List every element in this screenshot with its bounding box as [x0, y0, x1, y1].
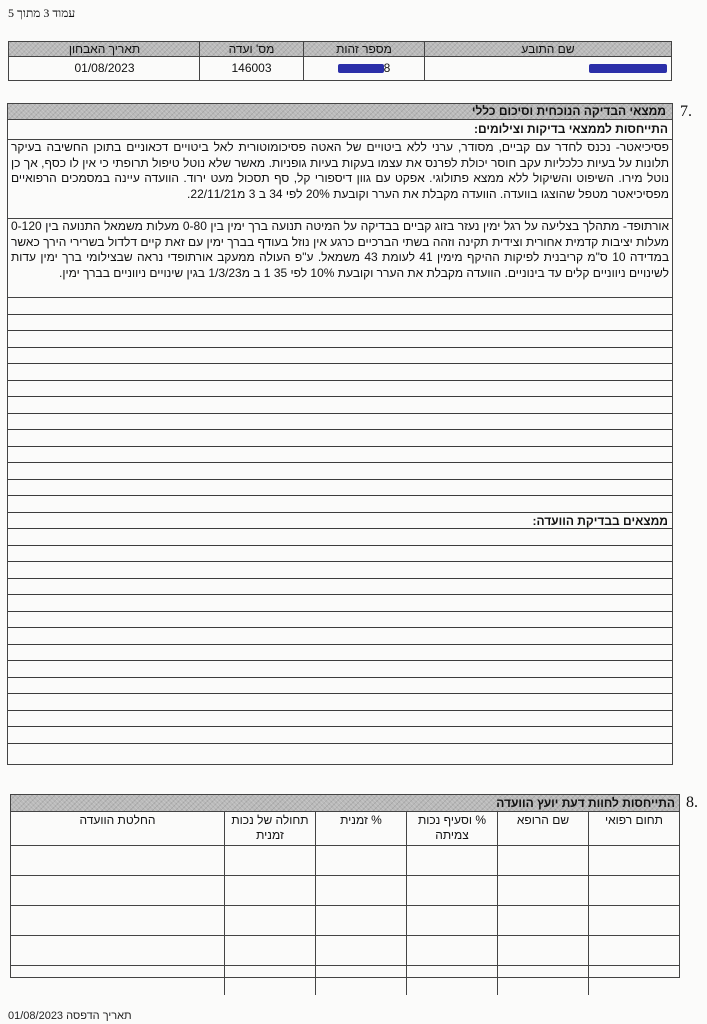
claimant-id-table — [8, 41, 672, 81]
blank-line — [8, 496, 672, 513]
blank-line — [8, 694, 672, 711]
blank-line — [8, 414, 672, 431]
id-number-value — [303, 57, 424, 80]
psychiatrist-findings: פסיכיאטר- נכנס לחדר עם קביים, מסודר, ערני ללא ביטויים של האטה פסיכומוטורית לאל ביטויים דכאוניים בתוכן החשיבה בעיקר תלונות על בעיות כלכליות עקב חוסר יכולת לפרנס את עצמו בעקות בעיות גופניות. מאשר שלא נוטל טיפול תרופתי כי אין לו כסף, אך כן נוטל מירו. השיפוט והשיקול ללא ממצא פתולוגי. אפקט עם גוון דיספורי קל, סף תסכול מעט ירוד. הוועדה עיינה במסמכים הרפואיים מפסיכיאטר מטפל שהוצגו בוועדה. הוועדה מקבלת את הערר וקובעת 20% לפי 34 ב 3 מ22/11/21. — [8, 140, 672, 219]
table-cell — [589, 845, 680, 875]
header-temporary-percent: % זמנית — [316, 812, 407, 845]
blank-line — [8, 480, 672, 497]
blank-line — [8, 430, 672, 447]
redaction-mark — [338, 64, 384, 73]
table-cell — [11, 965, 225, 995]
table-row — [11, 905, 679, 935]
table-cell — [225, 905, 316, 935]
blank-line — [8, 744, 672, 760]
table-cell — [407, 875, 498, 905]
header-doctor-name: שם הרופא — [498, 812, 589, 845]
blank-line — [8, 364, 672, 381]
table-cell — [316, 845, 407, 875]
table-cell — [225, 845, 316, 875]
blank-lines-group — [8, 298, 672, 513]
table-cell — [589, 965, 680, 995]
orthopedist-findings: אורתופד- מתהלך בצליעה על רגל ימין נעזר בזוג קביים בבדיקה על המיטה תנועה ברך ימין בין 0-80 מעלות משמאל התנועה בין 0-120 מעלות יציבות קדמית אחורית וצידית תקינה וזהה בשתי הברכיים כרגע אין נוזל בעודף בברך ימין עם זאת קיים דלדול בשרירי הירך כאשר במדידה 10 ס"מ קריבנית לפיקות ההיקף מימין 41 לעומת 43 משמאל. ע"פ העולה ממעקב אורתופדי נראה שבצילומי ברך ימין עדות לשינויים ניווניים קלים עד בינוניים. הוועדה מקבלת את הערר וקובעת 10% לפי 35 1 ב מ1/3/23 בגין שינויים ניווניים בברך ימין. — [8, 219, 672, 298]
table-cell — [589, 875, 680, 905]
blank-line — [8, 298, 672, 315]
claimant-name-value — [424, 57, 671, 80]
table-cell — [589, 935, 680, 965]
header-committee-number: מס' ועדה — [199, 42, 303, 56]
table-cell — [407, 965, 498, 995]
id-table-header-row — [9, 42, 671, 56]
table-cell — [498, 875, 589, 905]
table-cell — [11, 935, 225, 965]
blank-line — [8, 546, 672, 563]
blank-line — [8, 628, 672, 645]
table-cell — [498, 935, 589, 965]
table-cell — [498, 845, 589, 875]
blank-line — [8, 711, 672, 728]
header-claimant-name: שם התובע — [424, 42, 671, 56]
id-table-data-row — [9, 56, 671, 80]
blank-line — [8, 315, 672, 332]
table-cell — [316, 875, 407, 905]
section-8-number: 8. — [686, 794, 698, 811]
section-8-title: התייחסות לחוות דעת יועץ הוועדה — [11, 795, 679, 812]
consultant-opinion-table — [11, 812, 679, 995]
print-date-value: 01/08/2023 — [8, 1010, 64, 1022]
blank-line — [8, 463, 672, 480]
blank-line — [8, 381, 672, 398]
blank-line — [8, 612, 672, 629]
section-7-title: ממצאי הבדיקה הנוכחית וסיכום כללי — [8, 104, 672, 120]
print-date-label: תאריך הדפסה — [66, 1010, 132, 1022]
table-cell — [11, 875, 225, 905]
section-7-current-exam-findings — [7, 103, 673, 765]
section-7-subtitle: התייחסות לממצאי בדיקות וצילומים: — [8, 120, 672, 140]
table-cell — [11, 905, 225, 935]
table-cell — [589, 905, 680, 935]
table-cell — [11, 845, 225, 875]
header-committee-decision: החלטת הוועדה — [11, 812, 225, 845]
blank-line — [8, 529, 672, 546]
table-cell — [316, 905, 407, 935]
blank-line — [8, 727, 672, 744]
table-cell — [225, 875, 316, 905]
header-temporary-onset: תחולה של נכות זמנית — [225, 812, 316, 845]
table-row — [11, 875, 679, 905]
table-row — [11, 965, 679, 995]
blank-line — [8, 562, 672, 579]
blank-line — [8, 579, 672, 596]
table-cell — [316, 935, 407, 965]
footer-print-date — [8, 1010, 132, 1022]
blank-line — [8, 348, 672, 365]
header-id-number: מספר זהות — [303, 42, 424, 56]
blank-line — [8, 645, 672, 662]
section-7-number: 7. — [680, 103, 692, 120]
table-cell — [498, 905, 589, 935]
redaction-mark — [589, 64, 667, 73]
committee-findings-label: ממצאים בבדיקת הוועדה: — [8, 513, 672, 530]
table-cell — [225, 935, 316, 965]
blank-line — [8, 678, 672, 695]
header-permanent-disability: % וסעיף נכות צמיתה — [407, 812, 498, 845]
id-number-prefix: 8 — [383, 61, 391, 75]
blank-line — [8, 447, 672, 464]
table-row — [11, 935, 679, 965]
table-cell — [407, 845, 498, 875]
table-row — [11, 845, 679, 875]
diagnosis-date-value: 01/08/2023 — [74, 61, 135, 75]
blank-line — [8, 595, 672, 612]
header-medical-field: תחום רפואי — [589, 812, 680, 845]
page-indicator: עמוד 3 מתוך 5 — [8, 6, 76, 20]
table-header-row — [11, 812, 679, 845]
section-8-consultant-opinion — [10, 794, 680, 978]
header-diagnosis-date: תאריך האבחון — [68, 42, 141, 56]
committee-number-value: 146003 — [199, 57, 303, 80]
table-cell — [498, 965, 589, 995]
blank-line — [8, 661, 672, 678]
table-cell — [316, 965, 407, 995]
blank-line — [8, 331, 672, 348]
table-cell — [407, 905, 498, 935]
blank-line — [8, 397, 672, 414]
blank-lines-group — [8, 529, 672, 759]
table-cell — [225, 965, 316, 995]
table-cell — [407, 935, 498, 965]
